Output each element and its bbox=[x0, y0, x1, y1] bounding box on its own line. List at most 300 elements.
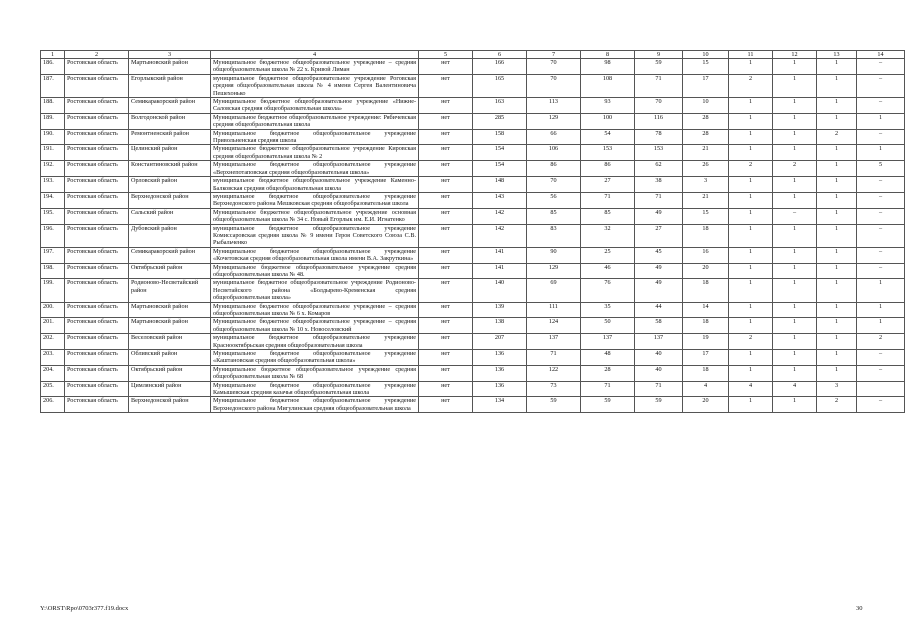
table-cell: 26 bbox=[683, 161, 729, 177]
table-cell: – bbox=[857, 224, 905, 247]
table-row bbox=[41, 350, 905, 366]
table-cell: – bbox=[857, 177, 905, 193]
table-cell: 1 bbox=[729, 113, 773, 129]
table-cell: 73 bbox=[527, 381, 581, 397]
table-cell: 1 bbox=[773, 192, 817, 208]
table-cell: нет bbox=[419, 334, 473, 350]
table-cell: 143 bbox=[473, 192, 527, 208]
table-cell: 59 bbox=[581, 397, 635, 413]
table-cell: Муниципальное бюджетное общеобразовательное учреждение Верхнедонского района Мигулинская средняя общеобразовательная школа bbox=[211, 397, 419, 413]
table-cell: Ростовская область bbox=[65, 177, 129, 193]
table-cell: 18 bbox=[683, 279, 729, 302]
table-cell: – bbox=[857, 208, 905, 224]
table-cell: 1 bbox=[817, 334, 857, 350]
table-cell: 285 bbox=[473, 113, 527, 129]
table-cell: 2 bbox=[773, 161, 817, 177]
table-cell: Ростовская область bbox=[65, 74, 129, 97]
table-cell: 137 bbox=[635, 334, 683, 350]
table-cell: 186. bbox=[41, 59, 65, 75]
table-cell: нет bbox=[419, 224, 473, 247]
table-cell: 203. bbox=[41, 350, 65, 366]
table-cell: 5 bbox=[857, 161, 905, 177]
table-cell: 1 bbox=[817, 318, 857, 334]
table-row bbox=[41, 208, 905, 224]
table-cell: 32 bbox=[581, 224, 635, 247]
table-row bbox=[41, 318, 905, 334]
table-cell: Муниципальное бюджетное общеобразовательное учреждение Кировская средняя общеобразовательная школа № 2 bbox=[211, 145, 419, 161]
table-cell: Ремонтненский район bbox=[129, 129, 211, 145]
table-cell: 1 bbox=[773, 129, 817, 145]
table-cell: – bbox=[857, 350, 905, 366]
table-cell: 59 bbox=[527, 397, 581, 413]
table-cell: 1 bbox=[773, 302, 817, 318]
table-cell: 69 bbox=[527, 279, 581, 302]
table-cell: 76 bbox=[581, 279, 635, 302]
table-cell: 1 bbox=[817, 161, 857, 177]
table-cell: 207 bbox=[473, 334, 527, 350]
table-cell: нет bbox=[419, 279, 473, 302]
table-cell: 48 bbox=[581, 350, 635, 366]
table-cell: 70 bbox=[527, 74, 581, 97]
column-header: 9 bbox=[635, 51, 683, 59]
table-cell: 1 bbox=[773, 113, 817, 129]
table-cell: нет bbox=[419, 350, 473, 366]
table-cell: муниципальное бюджетное общеобразовательное учреждение Родионово-Несветайского района «Болдырево-Кременская средняя общеобразовательная школа» bbox=[211, 279, 419, 302]
table-cell: Мартыновский район bbox=[129, 302, 211, 318]
table-cell: нет bbox=[419, 145, 473, 161]
table-cell: 191. bbox=[41, 145, 65, 161]
table-cell: Ростовская область bbox=[65, 113, 129, 129]
table-cell: 1 bbox=[773, 350, 817, 366]
table-cell: 1 bbox=[729, 145, 773, 161]
table-cell: 193. bbox=[41, 177, 65, 193]
table-cell: 137 bbox=[581, 334, 635, 350]
table-cell: 188. bbox=[41, 98, 65, 114]
table-cell: 1 bbox=[773, 74, 817, 97]
table-cell: 40 bbox=[635, 365, 683, 381]
table-cell: 129 bbox=[527, 113, 581, 129]
table-cell: 190. bbox=[41, 129, 65, 145]
table-cell: 100 bbox=[581, 113, 635, 129]
table-cell: Муниципальное бюджетное общеобразовательное учреждение «Нижне-Саловская средняя общеобразовательная школа» bbox=[211, 98, 419, 114]
table-row bbox=[41, 279, 905, 302]
table-cell: 141 bbox=[473, 263, 527, 279]
table-cell: 28 bbox=[683, 113, 729, 129]
table-cell: 35 bbox=[581, 302, 635, 318]
table-cell: 136 bbox=[473, 381, 527, 397]
table-cell: 1 bbox=[729, 224, 773, 247]
table-cell: Ростовская область bbox=[65, 98, 129, 114]
table-cell: 138 bbox=[473, 318, 527, 334]
table-cell: 15 bbox=[683, 59, 729, 75]
table-cell: нет bbox=[419, 208, 473, 224]
table-cell: 18 bbox=[683, 318, 729, 334]
table-cell bbox=[857, 381, 905, 397]
table-cell: 1 bbox=[729, 302, 773, 318]
table-cell: нет bbox=[419, 129, 473, 145]
table-cell: Мартыновский район bbox=[129, 59, 211, 75]
table-cell: Родионово-Несветайский район bbox=[129, 279, 211, 302]
table-cell: 38 bbox=[635, 177, 683, 193]
table-cell: муниципальное бюджетное общеобразовательное учреждение Каменно-Балковская средняя общеобразовательная школа bbox=[211, 177, 419, 193]
table-cell: 66 bbox=[527, 129, 581, 145]
table-cell: нет bbox=[419, 365, 473, 381]
table-cell: 198. bbox=[41, 263, 65, 279]
table-cell: 1 bbox=[773, 318, 817, 334]
column-header: 6 bbox=[473, 51, 527, 59]
table-cell: 1 bbox=[773, 145, 817, 161]
table-row bbox=[41, 247, 905, 263]
table-cell: – bbox=[857, 98, 905, 114]
table-cell: 122 bbox=[527, 365, 581, 381]
table-cell: 17 bbox=[683, 74, 729, 97]
table-cell: 83 bbox=[527, 224, 581, 247]
table-cell: 1 bbox=[817, 224, 857, 247]
table-cell: 1 bbox=[817, 247, 857, 263]
table-cell: 1 bbox=[729, 397, 773, 413]
table-cell: 195. bbox=[41, 208, 65, 224]
column-header: 5 bbox=[419, 51, 473, 59]
table-cell: 21 bbox=[683, 192, 729, 208]
table-cell: Ростовская область bbox=[65, 263, 129, 279]
table-cell: 2 bbox=[817, 129, 857, 145]
table-cell: – bbox=[857, 192, 905, 208]
table-cell: 154 bbox=[473, 145, 527, 161]
table-cell: Верхнедонской район bbox=[129, 192, 211, 208]
table-cell: 27 bbox=[635, 224, 683, 247]
table-cell: 2 bbox=[817, 397, 857, 413]
table-cell: Муниципальное бюджетное общеобразовательное учреждение «Верхнепотаповская средняя общеобразовательная школа» bbox=[211, 161, 419, 177]
table-cell: 153 bbox=[581, 145, 635, 161]
table-cell: 20 bbox=[683, 263, 729, 279]
table-cell: нет bbox=[419, 381, 473, 397]
column-header: 8 bbox=[581, 51, 635, 59]
table-cell: – bbox=[857, 263, 905, 279]
column-header: 11 bbox=[729, 51, 773, 59]
table-cell: Муниципальное бюджетное общеобразовательное учреждение – средняя общеобразовательная школа № 6 х. Комаров bbox=[211, 302, 419, 318]
table-cell: 187. bbox=[41, 74, 65, 97]
table-cell: 136 bbox=[473, 365, 527, 381]
table-cell: Муниципальное бюджетное общеобразовательное учреждение средняя общеобразовательная школа № 48. bbox=[211, 263, 419, 279]
table-cell: 40 bbox=[635, 350, 683, 366]
table-cell: Константиновский район bbox=[129, 161, 211, 177]
table-cell: 111 bbox=[527, 302, 581, 318]
table-cell: Дубовский район bbox=[129, 224, 211, 247]
document-page bbox=[40, 50, 884, 413]
table-cell: нет bbox=[419, 192, 473, 208]
table-cell: 1 bbox=[773, 365, 817, 381]
table-cell: Цимлянский район bbox=[129, 381, 211, 397]
table-cell: 116 bbox=[635, 113, 683, 129]
table-cell: Семикаракорский район bbox=[129, 98, 211, 114]
table-cell: нет bbox=[419, 177, 473, 193]
table-cell: 45 bbox=[635, 247, 683, 263]
table-cell: 1 bbox=[817, 302, 857, 318]
table-cell: 4 bbox=[729, 381, 773, 397]
table-cell: 78 bbox=[635, 129, 683, 145]
table-cell: 134 bbox=[473, 397, 527, 413]
table-cell: 28 bbox=[683, 129, 729, 145]
table-cell: 1 bbox=[857, 113, 905, 129]
table-cell: 1 bbox=[817, 59, 857, 75]
table-cell: 71 bbox=[635, 381, 683, 397]
table-row bbox=[41, 177, 905, 193]
table-cell: 71 bbox=[635, 74, 683, 97]
table-header-row bbox=[41, 51, 905, 59]
table-row bbox=[41, 263, 905, 279]
table-cell: 113 bbox=[527, 98, 581, 114]
table-row bbox=[41, 302, 905, 318]
page-number: 30 bbox=[856, 605, 863, 612]
table-cell: 137 bbox=[527, 334, 581, 350]
table-cell: – bbox=[857, 397, 905, 413]
schools-table bbox=[40, 50, 905, 413]
table-cell: 1 bbox=[817, 279, 857, 302]
table-cell: Муниципальное бюджетное общеобразовательное учреждение Камышевская средняя казачья общеобразовательная школа bbox=[211, 381, 419, 397]
table-cell: 18 bbox=[683, 224, 729, 247]
table-cell: 1 bbox=[817, 365, 857, 381]
table-row bbox=[41, 365, 905, 381]
table-cell: 27 bbox=[581, 177, 635, 193]
table-cell: 1 bbox=[817, 208, 857, 224]
table-cell: 70 bbox=[635, 98, 683, 114]
table-cell: 1 bbox=[729, 365, 773, 381]
table-cell: Ростовская область bbox=[65, 161, 129, 177]
table-cell: нет bbox=[419, 302, 473, 318]
file-path-footer: Y:\ORST\Rpo\0703r377.f19.docx bbox=[40, 605, 129, 612]
table-cell: 136 bbox=[473, 350, 527, 366]
table-cell: 1 bbox=[773, 334, 817, 350]
table-cell: 1 bbox=[729, 192, 773, 208]
table-cell: Веселовский район bbox=[129, 334, 211, 350]
table-cell: 71 bbox=[581, 192, 635, 208]
table-cell: 1 bbox=[817, 145, 857, 161]
column-header: 2 bbox=[65, 51, 129, 59]
table-cell: – bbox=[857, 59, 905, 75]
table-cell: 2 bbox=[729, 334, 773, 350]
table-cell: Обливский район bbox=[129, 350, 211, 366]
table-cell: 154 bbox=[473, 161, 527, 177]
table-cell: 205. bbox=[41, 381, 65, 397]
table-cell: 2 bbox=[729, 161, 773, 177]
table-cell: Октябрьский район bbox=[129, 365, 211, 381]
table-cell: Ростовская область bbox=[65, 247, 129, 263]
table-cell: 71 bbox=[527, 350, 581, 366]
table-cell: Муниципальное бюджетное общеобразовательное учреждение – средняя общеобразовательная школа № 22 х. Кривой Лиман bbox=[211, 59, 419, 75]
table-cell: 1 bbox=[857, 302, 905, 318]
table-cell: 163 bbox=[473, 98, 527, 114]
table-cell: – bbox=[857, 129, 905, 145]
table-cell: 56 bbox=[527, 192, 581, 208]
column-header: 10 bbox=[683, 51, 729, 59]
table-cell: 3 bbox=[683, 177, 729, 193]
table-cell: 49 bbox=[635, 208, 683, 224]
table-cell: 1 bbox=[729, 247, 773, 263]
table-cell: Муниципальное бюджетное общеобразовательное учреждение основная общеобразовательная школа № 34 с. Новый Егорлык им. Е.И. Игнатенко bbox=[211, 208, 419, 224]
table-cell: 165 bbox=[473, 74, 527, 97]
table-cell: 2 bbox=[857, 334, 905, 350]
table-cell: 93 bbox=[581, 98, 635, 114]
table-row bbox=[41, 98, 905, 114]
table-cell: 86 bbox=[581, 161, 635, 177]
table-cell: Ростовская область bbox=[65, 279, 129, 302]
table-cell: 1 bbox=[773, 247, 817, 263]
table-cell: 1 bbox=[773, 177, 817, 193]
table-cell: 62 bbox=[635, 161, 683, 177]
table-cell: 44 bbox=[635, 302, 683, 318]
table-cell: 1 bbox=[729, 98, 773, 114]
table-cell: Ростовская область bbox=[65, 381, 129, 397]
table-row bbox=[41, 113, 905, 129]
table-cell: 141 bbox=[473, 247, 527, 263]
table-cell: 4 bbox=[773, 381, 817, 397]
table-cell: 1 bbox=[773, 279, 817, 302]
table-cell: 166 bbox=[473, 59, 527, 75]
column-header: 13 bbox=[817, 51, 857, 59]
table-cell: Егорлыкский район bbox=[129, 74, 211, 97]
table-cell: 1 bbox=[857, 318, 905, 334]
table-cell: 129 bbox=[527, 263, 581, 279]
table-row bbox=[41, 334, 905, 350]
table-row bbox=[41, 74, 905, 97]
table-cell: 1 bbox=[729, 59, 773, 75]
table-cell: Целинский район bbox=[129, 145, 211, 161]
table-cell: 1 bbox=[817, 113, 857, 129]
table-cell: нет bbox=[419, 397, 473, 413]
table-cell: 1 bbox=[729, 177, 773, 193]
table-cell: – bbox=[773, 208, 817, 224]
table-cell: Ростовская область bbox=[65, 302, 129, 318]
table-cell: Ростовская область bbox=[65, 208, 129, 224]
table-cell: 71 bbox=[635, 192, 683, 208]
table-cell: 1 bbox=[817, 177, 857, 193]
table-cell: 14 bbox=[683, 302, 729, 318]
table-cell: нет bbox=[419, 263, 473, 279]
table-cell: Муниципальное бюджетное общеобразовательное учреждение средняя общеобразовательная школа № 68 bbox=[211, 365, 419, 381]
table-cell: 1 bbox=[729, 279, 773, 302]
table-cell: 15 bbox=[683, 208, 729, 224]
table-cell: Ростовская область bbox=[65, 145, 129, 161]
table-cell: муниципальное бюджетное общеобразовательное учреждение Комиссаровская средняя школа № 9 имени Героя Советского Союза С.В. Рыбальченко bbox=[211, 224, 419, 247]
table-cell: – bbox=[857, 365, 905, 381]
table-cell: 199. bbox=[41, 279, 65, 302]
table-cell: 142 bbox=[473, 224, 527, 247]
table-cell: 148 bbox=[473, 177, 527, 193]
table-cell: Волгодонской район bbox=[129, 113, 211, 129]
table-cell: 46 bbox=[581, 263, 635, 279]
table-row bbox=[41, 161, 905, 177]
table-cell: 1 bbox=[773, 98, 817, 114]
table-cell: 200. bbox=[41, 302, 65, 318]
table-cell: 54 bbox=[581, 129, 635, 145]
table-cell: 1 bbox=[857, 145, 905, 161]
table-cell: 108 bbox=[581, 74, 635, 97]
column-header: 1 bbox=[41, 51, 65, 59]
table-cell: 85 bbox=[527, 208, 581, 224]
table-cell: Ростовская область bbox=[65, 318, 129, 334]
table-cell: 1 bbox=[817, 74, 857, 97]
table-cell: 139 bbox=[473, 302, 527, 318]
table-row bbox=[41, 192, 905, 208]
table-cell: 50 bbox=[581, 318, 635, 334]
table-cell: Ростовская область bbox=[65, 365, 129, 381]
table-cell: муниципальное бюджетное общеобразовательное учреждение Верхнедонского района Мешковская средняя общеобразовательная школа bbox=[211, 192, 419, 208]
table-cell: 140 bbox=[473, 279, 527, 302]
table-cell: 86 bbox=[527, 161, 581, 177]
table-cell: муниципальное бюджетное общеобразовательное учреждение Роговская средняя общеобразовательная школа № 4 имени Сергея Валентиновича Пешехонько bbox=[211, 74, 419, 97]
table-cell: Ростовская область bbox=[65, 334, 129, 350]
column-header: 3 bbox=[129, 51, 211, 59]
table-cell: 59 bbox=[635, 397, 683, 413]
table-cell: муниципальное бюджетное общеобразовательное учреждение Краснооктябрьская средняя общеобразовательная школа bbox=[211, 334, 419, 350]
table-cell: 1 bbox=[817, 263, 857, 279]
table-cell: 204. bbox=[41, 365, 65, 381]
table-cell: 202. bbox=[41, 334, 65, 350]
table-cell: 1 bbox=[773, 59, 817, 75]
table-body bbox=[41, 59, 905, 413]
table-cell: 58 bbox=[635, 318, 683, 334]
table-cell: 16 bbox=[683, 247, 729, 263]
table-cell: 70 bbox=[527, 177, 581, 193]
table-cell: Ростовская область bbox=[65, 192, 129, 208]
table-cell: 1 bbox=[729, 318, 773, 334]
table-cell: 19 bbox=[683, 334, 729, 350]
table-cell: – bbox=[857, 247, 905, 263]
table-cell: 25 bbox=[581, 247, 635, 263]
table-cell: Муниципальное бюджетное общеобразовательное учреждение «Каштановская средняя общеобразовательная школа» bbox=[211, 350, 419, 366]
table-cell: нет bbox=[419, 318, 473, 334]
table-cell: Ростовская область bbox=[65, 350, 129, 366]
column-header: 4 bbox=[211, 51, 419, 59]
table-cell: Семикаракорский район bbox=[129, 247, 211, 263]
table-cell: 1 bbox=[817, 350, 857, 366]
table-cell: нет bbox=[419, 59, 473, 75]
table-cell: Муниципальное бюджетное общеобразовательное учреждение Привольненская средняя школа bbox=[211, 129, 419, 145]
table-cell: 71 bbox=[581, 381, 635, 397]
table-cell: 1 bbox=[773, 263, 817, 279]
table-cell: 153 bbox=[635, 145, 683, 161]
table-row bbox=[41, 129, 905, 145]
table-cell: Верхнедонской район bbox=[129, 397, 211, 413]
table-cell: нет bbox=[419, 247, 473, 263]
table-cell: Октябрьский район bbox=[129, 263, 211, 279]
table-cell: 1 bbox=[857, 279, 905, 302]
table-cell: 49 bbox=[635, 279, 683, 302]
table-cell: 158 bbox=[473, 129, 527, 145]
table-cell: 106 bbox=[527, 145, 581, 161]
table-cell: 98 bbox=[581, 59, 635, 75]
table-row bbox=[41, 145, 905, 161]
table-cell: 192. bbox=[41, 161, 65, 177]
table-cell: Муниципальное бюджетное общеобразовательное учреждение: Рябичевская средняя общеобразовательная школа bbox=[211, 113, 419, 129]
table-cell: 70 bbox=[527, 59, 581, 75]
column-header: 12 bbox=[773, 51, 817, 59]
table-cell: 59 bbox=[635, 59, 683, 75]
table-cell: 1 bbox=[773, 224, 817, 247]
table-cell: 28 bbox=[581, 365, 635, 381]
table-cell: Ростовская область bbox=[65, 129, 129, 145]
table-cell: 18 bbox=[683, 365, 729, 381]
table-cell: Сальский район bbox=[129, 208, 211, 224]
table-cell: 1 bbox=[729, 350, 773, 366]
table-cell: 90 bbox=[527, 247, 581, 263]
table-cell: 142 bbox=[473, 208, 527, 224]
table-cell: нет bbox=[419, 98, 473, 114]
table-cell: 4 bbox=[683, 381, 729, 397]
table-cell: Муниципальное бюджетное общеобразовательное учреждение – средняя общеобразовательная школа № 10 х. Новоселовский bbox=[211, 318, 419, 334]
table-cell: 201. bbox=[41, 318, 65, 334]
table-row bbox=[41, 381, 905, 397]
